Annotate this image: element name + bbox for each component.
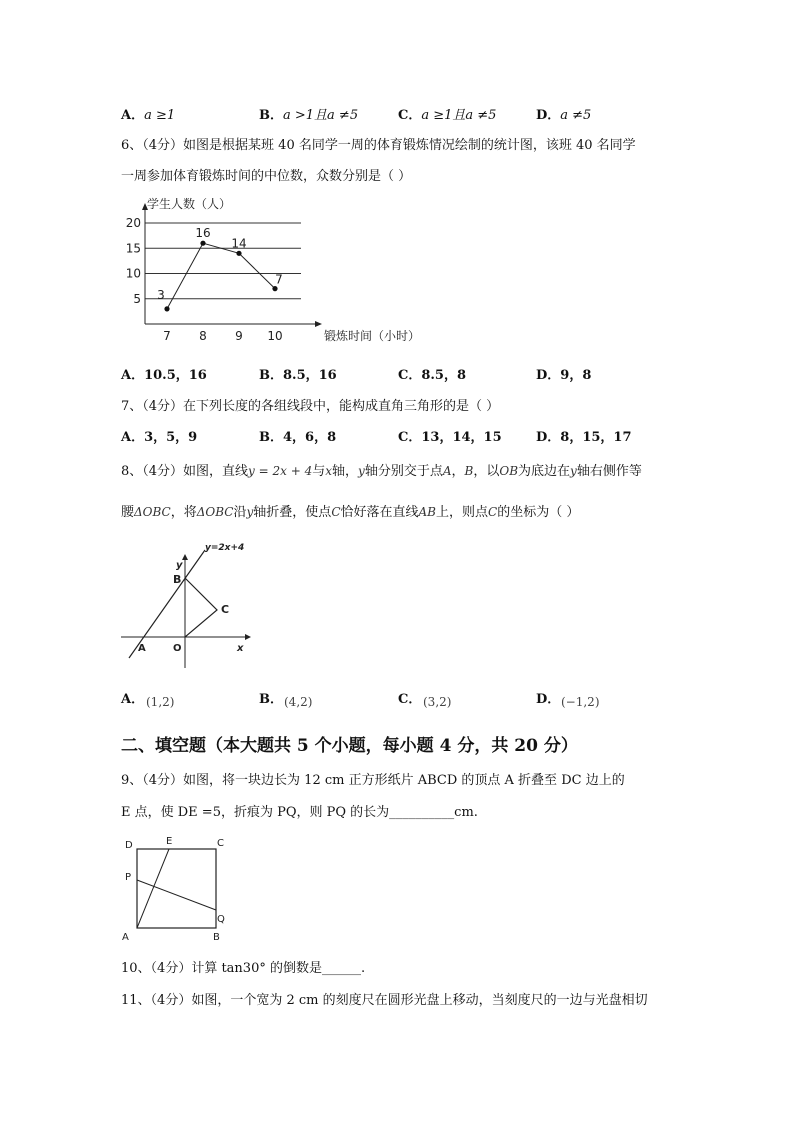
x-tick-7: 7: [163, 329, 171, 343]
chart-gridlines: [145, 223, 301, 299]
q7-question-line1: 7、（4分）在下列长度的各组线段中，能构成直角三角形的是（ ）: [121, 399, 500, 414]
q8-option-a-value: (1,2): [146, 695, 175, 709]
y-tick-5: 5: [133, 291, 141, 306]
q5-option-c: C．a ≥1且a ≠5: [398, 108, 497, 123]
q8-figure: [115, 538, 255, 673]
chart-y-tick-labels: [126, 216, 141, 306]
data-label-9: 14: [231, 236, 247, 251]
q8-option-a: A．: [121, 692, 145, 707]
q10-question: 10、（4分）计算 tan30° 的倒数是______.: [121, 961, 366, 976]
x-tick-8: 8: [199, 329, 207, 343]
data-point-10: [272, 286, 277, 291]
y-tick-10: 10: [125, 266, 141, 281]
q9-question-line1: 9、（4分）如图，将一块边长为 12 cm 正方形纸片 ABCD 的顶点 A 折叠至 DC 边上的: [121, 773, 625, 788]
q7-option-d: D．8，15，17: [536, 430, 632, 445]
data-label-7: 3: [157, 287, 165, 302]
origin-label: O: [173, 643, 182, 654]
point-a-label: A: [122, 932, 129, 943]
q6-question-line1: 6、（4分）如图是根据某班 40 名同学一周的体育锻炼情况绘制的统计图，该班 40 名同学: [121, 138, 636, 153]
q9-figure: [118, 832, 233, 944]
q6-option-d: D．9，8: [536, 368, 592, 383]
q6-option-a: A．10.5，16: [121, 368, 207, 383]
q6-line-chart: [115, 190, 425, 350]
chart-x-tick-labels: [163, 329, 282, 343]
x-tick-9: 9: [235, 329, 243, 343]
data-point-9: [236, 251, 241, 256]
x-axis-label: x: [237, 643, 244, 654]
q8-option-d-value: (−1,2): [561, 695, 600, 709]
line-equation-label: y=2x+4: [205, 543, 245, 553]
q8-option-b: B．: [259, 692, 283, 707]
q9-question-line2: E 点，使 DE =5，折痕为 PQ，则 PQ 的长为__________cm.: [121, 805, 478, 820]
q5-option-d: D．a ≠5: [536, 108, 592, 123]
data-label-8: 16: [195, 226, 211, 241]
chart-x-axis-label: 锻炼时间（小时）: [324, 329, 421, 343]
q5-option-b: B．a >1且a ≠5: [259, 108, 359, 123]
y-tick-20: 20: [125, 216, 141, 230]
q8-option-b-value: (4,2): [284, 695, 313, 709]
q8-option-c-value: (3,2): [423, 695, 452, 709]
point-c-label: C: [217, 838, 224, 849]
data-point-7: [164, 306, 169, 311]
q5-option-a: A．a ≥1: [121, 108, 176, 123]
q7-option-a: A．3，5，9: [121, 430, 198, 445]
point-b-label: B: [173, 573, 182, 586]
q8-option-d: D．: [536, 692, 561, 707]
section-heading-fill-in: 二、填空题（本大题共 5 个小题，每小题 4 分，共 20 分）: [121, 736, 578, 756]
point-b-label: B: [213, 932, 220, 943]
y-tick-15: 15: [125, 241, 141, 256]
x-tick-10: 10: [267, 329, 283, 343]
q8-option-c: C．: [398, 692, 422, 707]
y-axis-label: y: [176, 560, 183, 571]
q11-question: 11、（4分）如图，一个宽为 2 cm 的刻度尺在圆形光盘上移动，当刻度尺的一边与光盘相切: [121, 993, 648, 1008]
chart-y-axis-label: 学生人数（人）: [147, 197, 232, 211]
data-point-8: [200, 241, 205, 246]
data-label-10: 7: [275, 272, 283, 287]
q7-option-c: C．13，14，15: [398, 430, 502, 445]
q7-option-b: B．4，6，8: [259, 430, 337, 445]
point-e-label: E: [166, 836, 173, 847]
q8-question-line1: 8、（4分）如图，直线y = 2x + 4与x轴，y轴分别交于点A，B，以OB为底边在y轴右侧作等: [121, 464, 642, 479]
point-d-label: D: [125, 840, 133, 851]
point-c-label: C: [221, 603, 230, 616]
point-p-label: P: [125, 872, 132, 883]
q6-option-b: B．8.5，16: [259, 368, 337, 383]
x-axis-arrow: [315, 321, 322, 327]
q8-question-line2: 腰ΔOBC，将ΔOBC沿y轴折叠，使点C恰好落在直线AB上，则点C的坐标为（ ）: [121, 505, 580, 520]
point-a-label: A: [138, 643, 146, 654]
q6-question-line2: 一周参加体育锻炼时间的中位数，众数分别是（ ）: [121, 169, 412, 184]
point-q-label: Q: [217, 914, 225, 925]
q6-option-c: C．8.5，8: [398, 368, 467, 383]
